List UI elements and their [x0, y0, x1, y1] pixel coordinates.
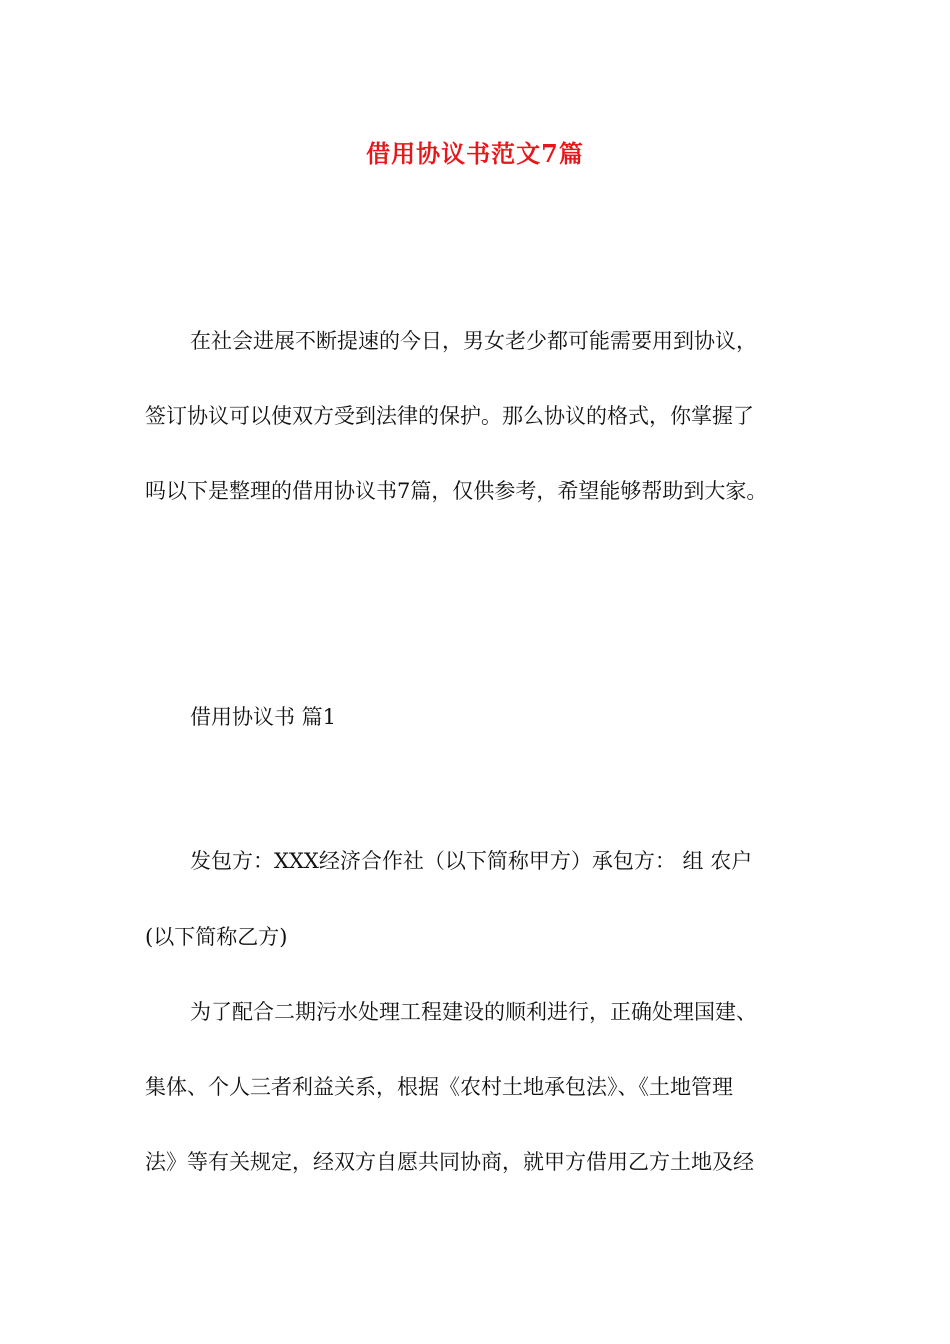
- intro-line-3: 吗以下是整理的借用协议书7篇，仅供参考，希望能够帮助到大家。: [145, 479, 768, 503]
- body-line-1: 为了配合二期污水处理工程建设的顺利进行，正确处理国建、: [190, 1000, 757, 1024]
- intro-line-2: 签订协议可以使双方受到法律的保护。那么协议的格式，你掌握了: [145, 404, 754, 428]
- body-line-2: 集体、个人三者利益关系，根据《农村土地承包法》、《土地管理: [145, 1075, 733, 1099]
- intro-line-1: 在社会进展不断提速的今日，男女老少都可能需要用到协议，: [190, 329, 757, 353]
- document-title: 借用协议书范文7篇: [366, 139, 584, 168]
- body-line-3: 法》等有关规定，经双方自愿共同协商，就甲方借用乙方土地及经: [145, 1150, 754, 1174]
- parties-line-2: (以下简称乙方): [145, 925, 288, 949]
- section-heading: 借用协议书 篇1: [190, 705, 337, 729]
- parties-line-1: 发包方：XXX经济合作社（以下简称甲方）承包方： 组 农户: [190, 849, 753, 873]
